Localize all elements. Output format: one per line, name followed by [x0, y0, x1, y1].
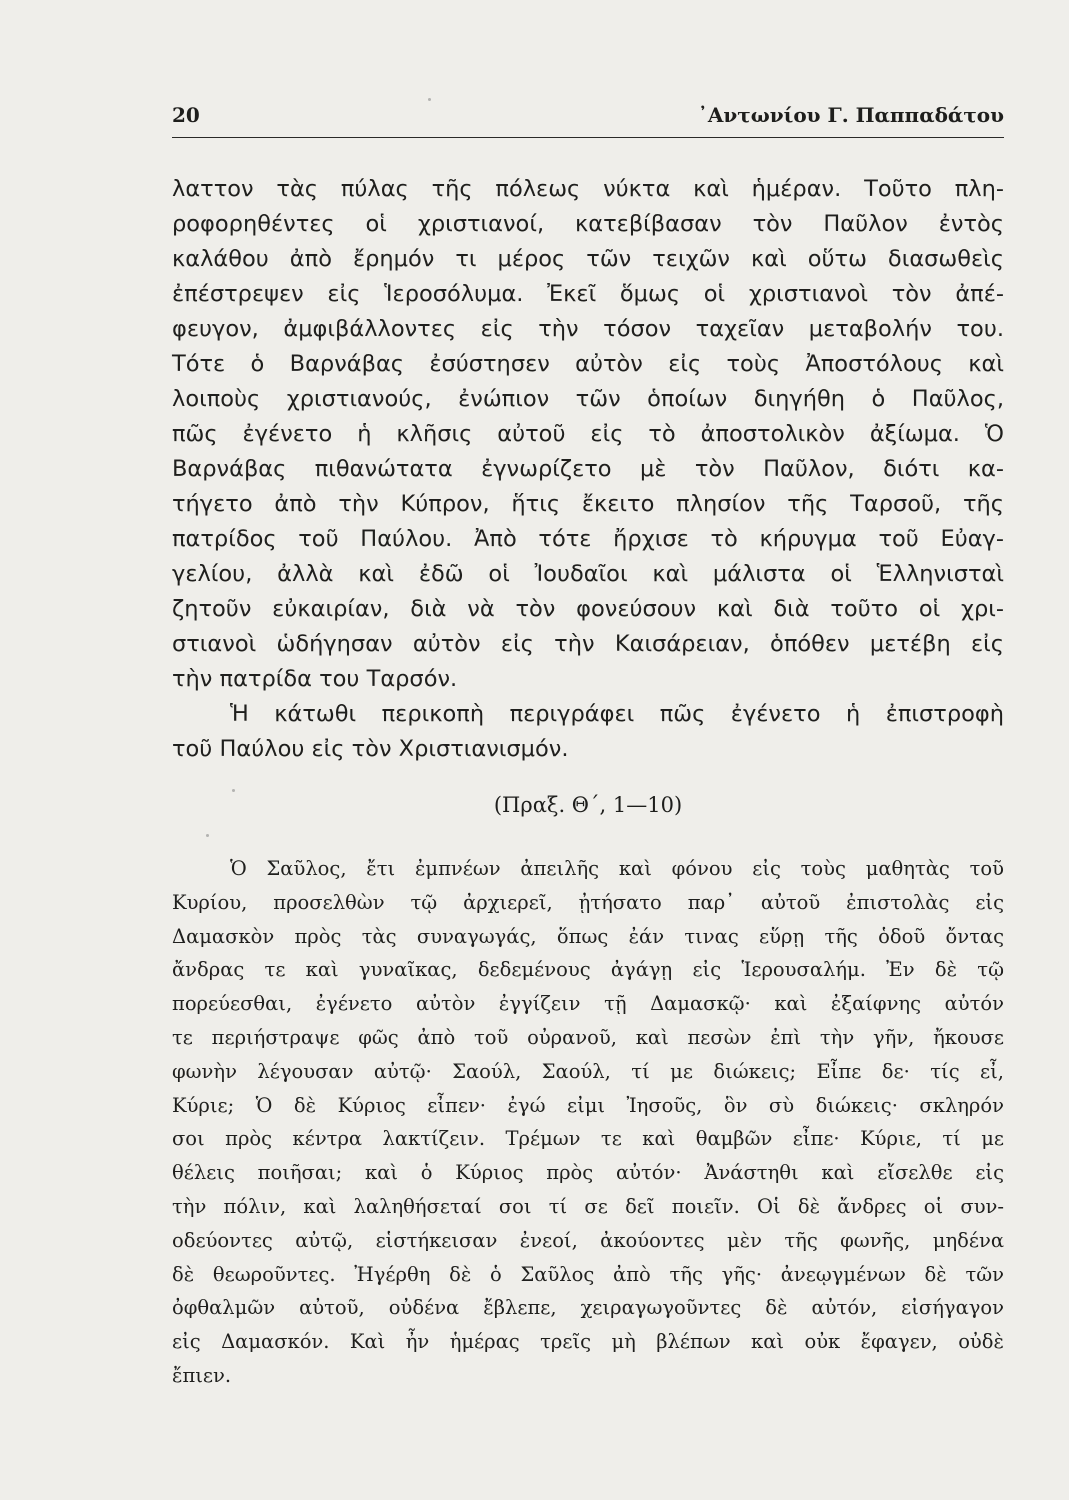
print-speck — [206, 834, 209, 837]
text-line: καλάθου ἀπὸ ἔρημόν τι μέρος τῶν τειχῶν καὶ οὕτω διασωθεὶς — [172, 246, 1004, 272]
text-line: πορεύεσθαι, ἐγένετο αὐτὸν ἐγγίζειν τῇ Δαμασκῷ· καὶ ἐξαίφνης αὐτόν — [172, 992, 1004, 1016]
text-line: Τότε ὁ Βαρνάβας ἐσύστησεν αὐτὸν εἰς τοὺς Ἀποστόλους καὶ — [172, 351, 1004, 377]
text-line: σοι πρὸς κέντρα λακτίζειν. Τρέμων τε καὶ θαμβῶν εἶπε· Κύριε, τί με — [172, 1127, 1004, 1151]
text-line: δὲ θεωροῦντες. Ἠγέρθη δὲ ὁ Σαῦλος ἀπὸ τῆς γῆς· ἀνεῳγμένων δὲ τῶν — [172, 1262, 1004, 1286]
text-line: φευγον, ἀμφιβάλλοντες εἰς τὴν τόσον ταχεῖαν μεταβολήν του. — [172, 316, 1004, 342]
text-line: Δαμασκὸν πρὸς τὰς συναγωγάς, ὅπως ἐάν τινας εὕρῃ τῆς ὁδοῦ ὄντας — [172, 924, 1004, 948]
scripture-text — [172, 852, 1004, 1393]
text-line: Βαρνάβας πιθανώτατα ἐγνωρίζετο μὲ τὸν Παῦλον, διότι κα- — [172, 456, 1004, 482]
text-line: τὴν πατρίδα του Ταρσόν. — [172, 666, 458, 692]
text-line: στιανοὶ ὡδήγησαν αὐτὸν εἰς τὴν Καισάρειαν, ὁπόθεν μετέβη εἰς — [172, 631, 1004, 657]
text-line: οδεύοντες αὐτῷ, εἱστήκεισαν ἐνεοί, ἀκούοντες μὲν τῆς φωνῆς, μηδένα — [172, 1228, 1004, 1252]
header-rule — [172, 137, 1004, 138]
scripture-reference: (Πραξ. Θ΄, 1—10) — [493, 793, 683, 817]
text-line: ροφορηθέντες οἱ χριστιανοί, κατεβίβασαν τὸν Παῦλον ἐντὸς — [172, 211, 1004, 237]
text-line: τήγετο ἀπὸ τὴν Κύπρον, ἥτις ἔκειτο πλησίον τῆς Ταρσοῦ, τῆς — [172, 491, 1004, 517]
text-line: γελίου, ἀλλὰ καὶ ἐδῶ οἱ Ἰουδαῖοι καὶ μάλιστα οἱ Ἑλληνισταὶ — [172, 561, 1004, 587]
text-line: ζητοῦν εὐκαιρίαν, διὰ νὰ τὸν φονεύσουν καὶ διὰ τοῦτο οἱ χρι- — [172, 596, 1004, 622]
text-line: τὴν πόλιν, καὶ λαληθήσεταί σοι τί σε δεῖ ποιεῖν. Οἱ δὲ ἄνδρες οἱ συν- — [172, 1194, 1004, 1218]
text-line: θέλεις ποιῆσαι; καὶ ὁ Κύριος πρὸς αὐτόν· Ἀνάστηθι καὶ εἴσελθε εἰς — [172, 1161, 1004, 1185]
running-head: ᾿Αντωνίου Γ. Παππαδάτου — [697, 103, 1004, 127]
text-line: ἄνδρας τε καὶ γυναῖκας, δεδεμένους ἀγάγῃ εἰς Ἱερουσαλήμ. Ἐν δὲ τῷ — [172, 958, 1004, 982]
page-number: 20 — [172, 103, 200, 127]
text-line: Κυρίου, προσελθὼν τῷ ἀρχιερεῖ, ᾐτήσατο παρ᾿ αὐτοῦ ἐπιστολὰς εἰς — [172, 890, 1004, 914]
print-speck — [232, 789, 235, 792]
text-line: ἐπέστρεψεν εἰς Ἱεροσόλυμα. Ἐκεῖ ὅμως οἱ χριστιανοὶ τὸν ἀπέ- — [172, 281, 1004, 307]
commentary-text — [172, 172, 1004, 767]
text-line: Ὁ Σαῦλος, ἔτι ἐμπνέων ἀπειλῆς καὶ φόνου εἰς τοὺς μαθητὰς τοῦ — [230, 857, 1004, 880]
text-line: πατρίδος τοῦ Παύλου. Ἀπὸ τότε ἤρχισε τὸ κήρυγμα τοῦ Εὐαγ- — [172, 526, 1004, 552]
print-speck — [428, 98, 431, 101]
text-line: φωνὴν λέγουσαν αὐτῷ· Σαούλ, Σαούλ, τί με διώκεις; Εἶπε δε· τίς εἶ, — [172, 1059, 1004, 1083]
text-line: λοιποὺς χριστιανούς, ἐνώπιον τῶν ὁποίων διηγήθη ὁ Παῦλος, — [172, 386, 1004, 412]
text-line: τοῦ Παύλου εἰς τὸν Χριστιανισμόν. — [172, 736, 569, 762]
text-line: τε περιήστραψε φῶς ἀπὸ τοῦ οὐρανοῦ, καὶ πεσὼν ἐπὶ τὴν γῆν, ἤκουσε — [172, 1025, 1004, 1049]
text-line: εἰς Δαμασκόν. Καὶ ἦν ἡμέρας τρεῖς μὴ βλέπων καὶ οὐκ ἔφαγεν, οὐδὲ — [172, 1330, 1004, 1354]
text-line: ἔπιεν. — [172, 1363, 232, 1387]
page-header — [172, 103, 1004, 139]
text-line: λαττον τὰς πύλας τῆς πόλεως νύκτα καὶ ἡμέραν. Τοῦτο πλη- — [172, 176, 1004, 202]
text-line: Κύριε; Ὁ δὲ Κύριος εἶπεν· ἐγώ εἰμι Ἰησοῦς, ὃν σὺ διώκεις· σκληρόν — [172, 1093, 1004, 1117]
text-line: Ἡ κάτωθι περικοπὴ περιγράφει πῶς ἐγένετο ἡ ἐπιστροφὴ — [230, 701, 1004, 727]
text-line: πῶς ἐγένετο ἡ κλῆσις αὐτοῦ εἰς τὸ ἀποστολικὸν ἀξίωμα. Ὁ — [172, 421, 1004, 447]
text-line: ὀφθαλμῶν αὐτοῦ, οὐδένα ἔβλεπε, χειραγωγοῦντες δὲ αὐτόν, εἰσήγαγον — [172, 1296, 1004, 1320]
